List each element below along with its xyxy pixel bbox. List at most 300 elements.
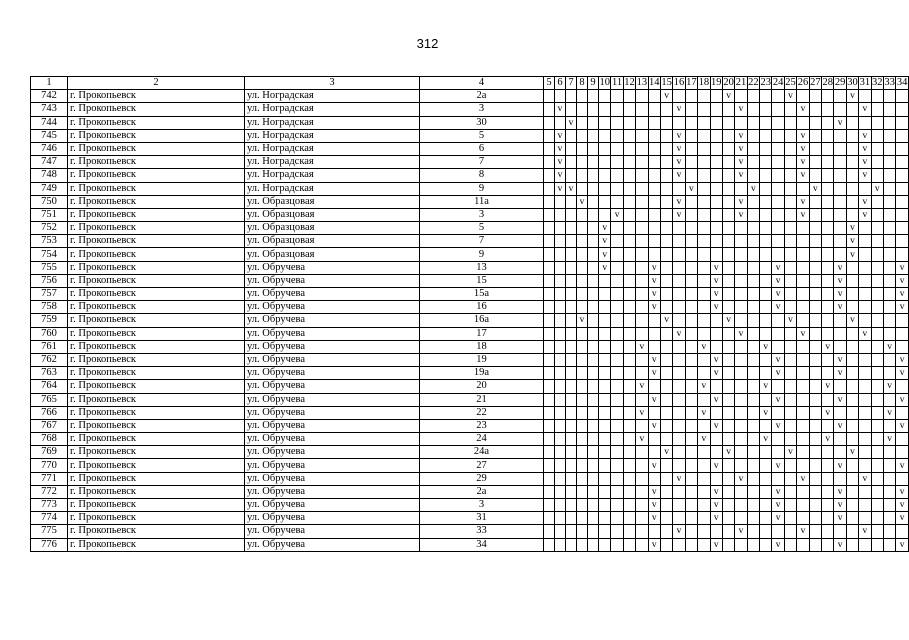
check-mark-cell: v	[555, 103, 566, 116]
check-mark-cell: v	[555, 169, 566, 182]
empty-cell	[660, 116, 672, 129]
empty-cell	[577, 499, 588, 512]
empty-cell	[883, 156, 895, 169]
empty-cell	[555, 525, 566, 538]
empty-cell	[698, 116, 710, 129]
empty-cell	[566, 419, 577, 432]
empty-cell	[566, 90, 577, 103]
empty-cell	[797, 446, 809, 459]
empty-cell	[747, 380, 759, 393]
table-row	[31, 419, 909, 432]
empty-cell	[588, 472, 599, 485]
header-cell: 19	[710, 77, 722, 89]
city-cell: г. Прокопьевск	[68, 446, 245, 459]
empty-cell	[566, 393, 577, 406]
empty-cell	[555, 538, 566, 551]
empty-cell	[685, 499, 697, 512]
empty-cell	[883, 90, 895, 103]
empty-cell	[859, 485, 871, 498]
empty-cell	[555, 485, 566, 498]
empty-cell	[760, 485, 772, 498]
empty-cell	[555, 472, 566, 485]
empty-cell	[577, 459, 588, 472]
empty-cell	[871, 301, 883, 314]
check-mark-cell: v	[896, 512, 908, 525]
empty-cell	[577, 261, 588, 274]
empty-cell	[611, 485, 623, 498]
empty-cell	[834, 433, 846, 446]
empty-cell	[566, 261, 577, 274]
empty-cell	[772, 169, 784, 182]
house-cell: 3	[420, 208, 544, 221]
empty-cell	[555, 499, 566, 512]
empty-cell	[588, 459, 599, 472]
empty-cell	[747, 169, 759, 182]
empty-cell	[883, 419, 895, 432]
empty-cell	[760, 129, 772, 142]
empty-cell	[636, 419, 648, 432]
empty-cell	[822, 525, 834, 538]
empty-cell	[784, 538, 796, 551]
empty-cell	[797, 367, 809, 380]
empty-cell	[797, 353, 809, 366]
empty-cell	[685, 90, 697, 103]
empty-cell	[722, 499, 734, 512]
empty-cell	[859, 380, 871, 393]
house-cell: 9	[420, 182, 544, 195]
empty-cell	[566, 314, 577, 327]
check-mark-cell: v	[809, 182, 821, 195]
street-cell: ул. Обручева	[245, 525, 420, 538]
empty-cell	[648, 156, 660, 169]
empty-cell	[660, 182, 672, 195]
empty-cell	[722, 472, 734, 485]
empty-cell	[698, 419, 710, 432]
check-mark-cell: v	[555, 142, 566, 155]
empty-cell	[822, 129, 834, 142]
empty-cell	[896, 103, 908, 116]
table-row	[31, 340, 909, 353]
empty-cell	[883, 512, 895, 525]
empty-cell	[599, 182, 611, 195]
empty-cell	[735, 433, 747, 446]
street-cell: ул. Обручева	[245, 353, 420, 366]
check-mark-cell: v	[896, 301, 908, 314]
empty-cell	[611, 499, 623, 512]
empty-cell	[784, 525, 796, 538]
empty-cell	[544, 156, 555, 169]
empty-cell	[859, 261, 871, 274]
empty-cell	[566, 248, 577, 261]
empty-cell	[784, 419, 796, 432]
check-mark-cell: v	[710, 261, 722, 274]
empty-cell	[735, 235, 747, 248]
empty-cell	[822, 195, 834, 208]
empty-cell	[760, 525, 772, 538]
empty-cell	[896, 222, 908, 235]
empty-cell	[544, 393, 555, 406]
empty-cell	[577, 129, 588, 142]
empty-cell	[747, 301, 759, 314]
check-mark-cell: v	[883, 406, 895, 419]
empty-cell	[588, 353, 599, 366]
empty-cell	[784, 222, 796, 235]
empty-cell	[544, 525, 555, 538]
empty-cell	[698, 274, 710, 287]
empty-cell	[822, 103, 834, 116]
empty-cell	[722, 459, 734, 472]
empty-cell	[566, 446, 577, 459]
empty-cell	[871, 525, 883, 538]
empty-cell	[648, 446, 660, 459]
empty-cell	[722, 525, 734, 538]
empty-cell	[685, 248, 697, 261]
street-cell: ул. Обручева	[245, 406, 420, 419]
empty-cell	[698, 353, 710, 366]
empty-cell	[648, 248, 660, 261]
empty-cell	[772, 235, 784, 248]
empty-cell	[673, 90, 685, 103]
empty-cell	[883, 301, 895, 314]
empty-cell	[588, 314, 599, 327]
empty-cell	[566, 353, 577, 366]
empty-cell	[809, 380, 821, 393]
table-row	[31, 512, 909, 525]
empty-cell	[544, 142, 555, 155]
empty-cell	[566, 169, 577, 182]
empty-cell	[544, 446, 555, 459]
street-cell: ул. Обручева	[245, 538, 420, 551]
empty-cell	[599, 433, 611, 446]
empty-cell	[673, 459, 685, 472]
table-row	[31, 301, 909, 314]
empty-cell	[599, 393, 611, 406]
empty-cell	[685, 406, 697, 419]
check-mark-cell: v	[760, 406, 772, 419]
check-mark-cell: v	[896, 419, 908, 432]
house-cell: 27	[420, 459, 544, 472]
empty-cell	[611, 182, 623, 195]
empty-cell	[834, 248, 846, 261]
check-mark-cell: v	[710, 419, 722, 432]
row-number-cell: 751	[31, 208, 68, 221]
empty-cell	[685, 261, 697, 274]
row-number-cell: 770	[31, 459, 68, 472]
empty-cell	[822, 538, 834, 551]
empty-cell	[555, 90, 566, 103]
empty-cell	[747, 485, 759, 498]
empty-cell	[797, 406, 809, 419]
check-mark-cell: v	[784, 90, 796, 103]
empty-cell	[797, 301, 809, 314]
empty-cell	[822, 248, 834, 261]
empty-cell	[623, 538, 635, 551]
empty-cell	[896, 208, 908, 221]
empty-cell	[611, 525, 623, 538]
city-cell: г. Прокопьевск	[68, 367, 245, 380]
empty-cell	[871, 512, 883, 525]
empty-cell	[834, 340, 846, 353]
check-mark-cell: v	[648, 459, 660, 472]
empty-cell	[784, 512, 796, 525]
street-cell: ул. Ноградская	[245, 182, 420, 195]
check-mark-cell: v	[859, 129, 871, 142]
empty-cell	[555, 248, 566, 261]
table-row	[31, 380, 909, 393]
empty-cell	[846, 182, 858, 195]
empty-cell	[660, 261, 672, 274]
empty-cell	[834, 142, 846, 155]
table-row	[31, 129, 909, 142]
empty-cell	[588, 208, 599, 221]
empty-cell	[747, 156, 759, 169]
table-row	[31, 261, 909, 274]
empty-cell	[859, 419, 871, 432]
empty-cell	[760, 274, 772, 287]
check-mark-cell: v	[834, 288, 846, 301]
empty-cell	[797, 274, 809, 287]
check-mark-cell: v	[599, 248, 611, 261]
row-number-cell: 756	[31, 274, 68, 287]
empty-cell	[772, 327, 784, 340]
check-mark-cell: v	[648, 288, 660, 301]
empty-cell	[871, 327, 883, 340]
check-mark-cell: v	[648, 499, 660, 512]
empty-cell	[673, 116, 685, 129]
empty-cell	[735, 512, 747, 525]
empty-cell	[636, 182, 648, 195]
check-mark-cell: v	[834, 116, 846, 129]
empty-cell	[784, 340, 796, 353]
check-mark-cell: v	[859, 156, 871, 169]
empty-cell	[660, 499, 672, 512]
empty-cell	[611, 446, 623, 459]
empty-cell	[577, 340, 588, 353]
empty-cell	[698, 301, 710, 314]
empty-cell	[623, 235, 635, 248]
empty-cell	[871, 261, 883, 274]
empty-cell	[555, 340, 566, 353]
empty-cell	[660, 367, 672, 380]
empty-cell	[636, 485, 648, 498]
empty-cell	[772, 406, 784, 419]
empty-cell	[623, 116, 635, 129]
empty-cell	[555, 235, 566, 248]
empty-cell	[588, 116, 599, 129]
empty-cell	[797, 314, 809, 327]
empty-cell	[611, 301, 623, 314]
empty-cell	[846, 419, 858, 432]
empty-cell	[883, 327, 895, 340]
empty-cell	[623, 182, 635, 195]
city-cell: г. Прокопьевск	[68, 340, 245, 353]
empty-cell	[809, 393, 821, 406]
empty-cell	[834, 380, 846, 393]
empty-cell	[636, 288, 648, 301]
empty-cell	[623, 419, 635, 432]
check-mark-cell: v	[834, 512, 846, 525]
city-cell: г. Прокопьевск	[68, 406, 245, 419]
empty-cell	[636, 142, 648, 155]
empty-cell	[685, 103, 697, 116]
empty-cell	[698, 485, 710, 498]
empty-cell	[673, 538, 685, 551]
empty-cell	[809, 208, 821, 221]
empty-cell	[636, 538, 648, 551]
empty-cell	[871, 353, 883, 366]
empty-cell	[673, 485, 685, 498]
empty-cell	[834, 446, 846, 459]
city-cell: г. Прокопьевск	[68, 261, 245, 274]
empty-cell	[883, 248, 895, 261]
header-cell: 4	[420, 77, 544, 90]
empty-cell	[588, 90, 599, 103]
empty-cell	[871, 459, 883, 472]
empty-cell	[685, 485, 697, 498]
empty-cell	[673, 446, 685, 459]
schedule-table	[30, 76, 909, 552]
empty-cell	[760, 446, 772, 459]
empty-cell	[544, 235, 555, 248]
check-mark-cell: v	[648, 301, 660, 314]
empty-cell	[722, 538, 734, 551]
empty-cell	[834, 129, 846, 142]
empty-cell	[722, 301, 734, 314]
empty-cell	[871, 499, 883, 512]
empty-cell	[834, 156, 846, 169]
empty-cell	[566, 538, 577, 551]
empty-cell	[599, 169, 611, 182]
check-mark-cell: v	[859, 472, 871, 485]
empty-cell	[685, 367, 697, 380]
empty-cell	[685, 327, 697, 340]
empty-cell	[809, 446, 821, 459]
check-mark-cell: v	[735, 195, 747, 208]
table-row	[31, 327, 909, 340]
check-mark-cell: v	[896, 288, 908, 301]
empty-cell	[896, 169, 908, 182]
check-mark-cell: v	[648, 512, 660, 525]
empty-cell	[784, 274, 796, 287]
empty-cell	[577, 393, 588, 406]
empty-cell	[599, 367, 611, 380]
empty-cell	[685, 195, 697, 208]
empty-cell	[822, 327, 834, 340]
empty-cell	[660, 195, 672, 208]
empty-cell	[797, 90, 809, 103]
empty-cell	[685, 142, 697, 155]
empty-cell	[611, 248, 623, 261]
check-mark-cell: v	[859, 327, 871, 340]
check-mark-cell: v	[660, 446, 672, 459]
empty-cell	[660, 393, 672, 406]
house-cell: 18	[420, 340, 544, 353]
empty-cell	[784, 195, 796, 208]
empty-cell	[588, 380, 599, 393]
street-cell: ул. Обручева	[245, 314, 420, 327]
empty-cell	[623, 406, 635, 419]
empty-cell	[611, 419, 623, 432]
check-mark-cell: v	[797, 142, 809, 155]
empty-cell	[784, 288, 796, 301]
street-cell: ул. Ноградская	[245, 90, 420, 103]
empty-cell	[859, 314, 871, 327]
table-row	[31, 195, 909, 208]
empty-cell	[710, 208, 722, 221]
empty-cell	[673, 222, 685, 235]
empty-cell	[822, 301, 834, 314]
row-number-cell: 762	[31, 353, 68, 366]
empty-cell	[772, 525, 784, 538]
empty-cell	[544, 261, 555, 274]
empty-cell	[588, 367, 599, 380]
empty-cell	[710, 90, 722, 103]
empty-cell	[784, 353, 796, 366]
empty-cell	[772, 340, 784, 353]
empty-cell	[588, 261, 599, 274]
empty-cell	[636, 393, 648, 406]
empty-cell	[797, 512, 809, 525]
empty-cell	[588, 248, 599, 261]
check-mark-cell: v	[599, 222, 611, 235]
empty-cell	[822, 393, 834, 406]
empty-cell	[660, 208, 672, 221]
header-cell: 26	[797, 77, 809, 89]
empty-cell	[577, 248, 588, 261]
empty-cell	[566, 525, 577, 538]
check-mark-cell: v	[710, 538, 722, 551]
empty-cell	[623, 314, 635, 327]
empty-cell	[809, 314, 821, 327]
check-mark-cell: v	[648, 538, 660, 551]
house-cell: 24а	[420, 446, 544, 459]
check-mark-cell: v	[760, 340, 772, 353]
empty-cell	[846, 103, 858, 116]
empty-cell	[660, 433, 672, 446]
empty-cell	[871, 208, 883, 221]
empty-cell	[883, 208, 895, 221]
empty-cell	[896, 195, 908, 208]
empty-cell	[883, 459, 895, 472]
empty-cell	[747, 116, 759, 129]
empty-cell	[673, 419, 685, 432]
check-mark-cell: v	[698, 380, 710, 393]
empty-cell	[588, 169, 599, 182]
empty-cell	[784, 393, 796, 406]
row-number-cell: 747	[31, 156, 68, 169]
row-number-cell: 773	[31, 499, 68, 512]
empty-cell	[784, 367, 796, 380]
empty-cell	[698, 90, 710, 103]
empty-cell	[698, 367, 710, 380]
empty-cell	[735, 248, 747, 261]
empty-cell	[735, 116, 747, 129]
house-cell: 2а	[420, 90, 544, 103]
empty-cell	[566, 472, 577, 485]
empty-cell	[698, 222, 710, 235]
empty-cell	[871, 103, 883, 116]
empty-cell	[673, 261, 685, 274]
house-cell: 15а	[420, 288, 544, 301]
empty-cell	[685, 222, 697, 235]
header-cell: 22	[748, 77, 759, 89]
empty-cell	[710, 525, 722, 538]
empty-cell	[698, 538, 710, 551]
empty-cell	[735, 485, 747, 498]
empty-cell	[834, 327, 846, 340]
empty-cell	[871, 472, 883, 485]
city-cell: г. Прокопьевск	[68, 142, 245, 155]
